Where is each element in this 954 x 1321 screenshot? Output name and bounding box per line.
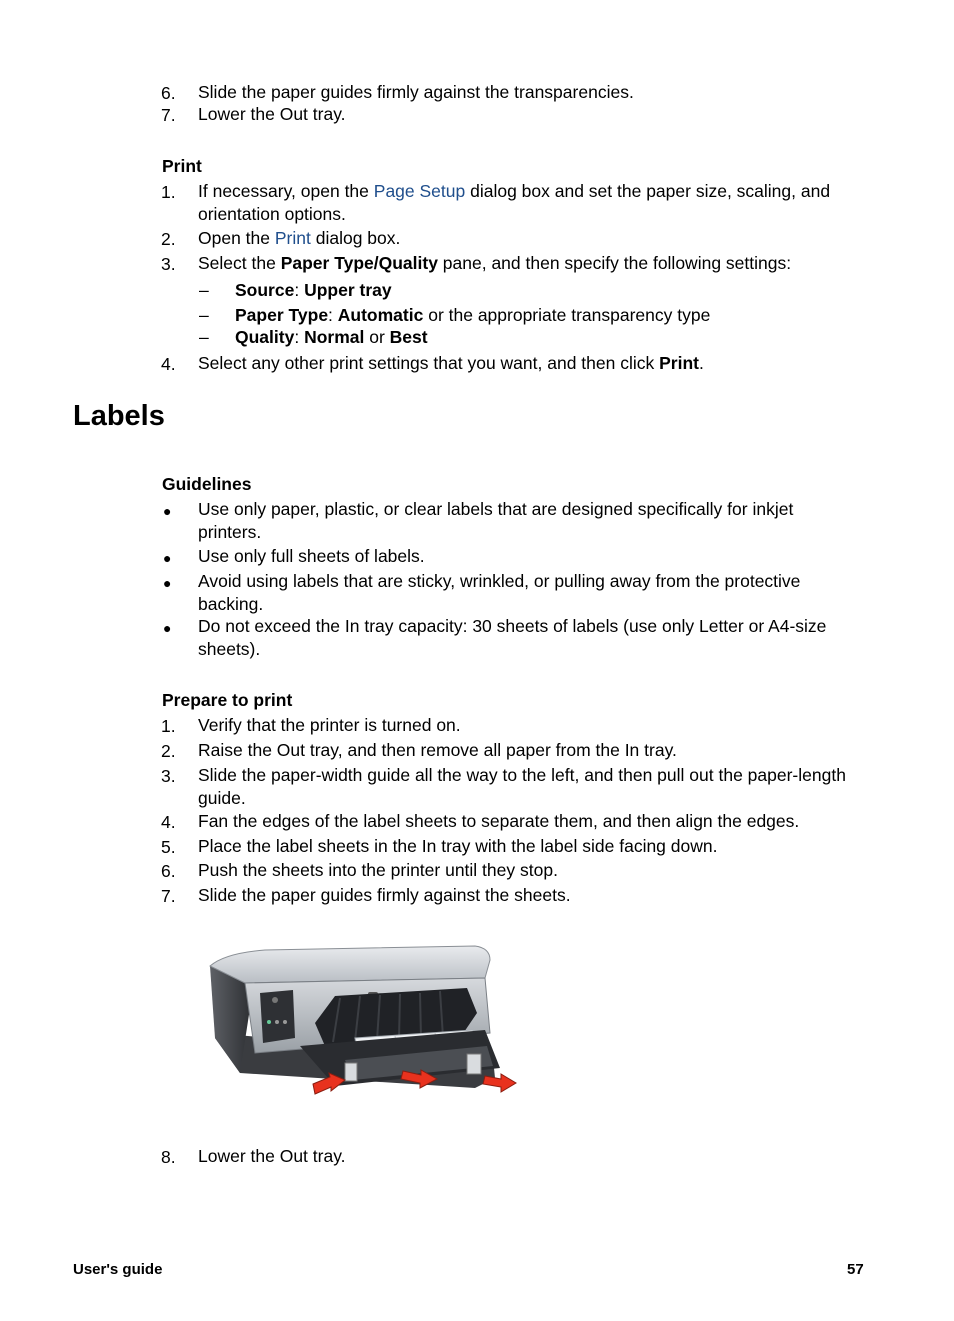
step-text: Slide the paper guides firmly against the sheets. — [198, 885, 571, 905]
step-text: Lower the Out tray. — [198, 104, 346, 124]
guideline-item: Avoid using labels that are sticky, wrinkled, or pulling away from the protective backing. — [198, 571, 801, 614]
step-number: 2. — [161, 741, 176, 761]
page-number: 57 — [847, 1261, 864, 1278]
step-number: 7. — [161, 105, 176, 125]
step-number: 4. — [161, 812, 176, 832]
labels-title: Labels — [73, 400, 165, 432]
step-text: Fan the edges of the label sheets to separate them, and then align the edges. — [198, 811, 800, 831]
dash-marker: – — [199, 327, 209, 347]
print-heading: Print — [162, 156, 202, 176]
dash-marker: – — [199, 280, 209, 300]
step-number: 1. — [161, 182, 176, 202]
step-number: 7. — [161, 886, 176, 906]
step-number: 1. — [161, 716, 176, 736]
step-text: Lower the Out tray. — [198, 1146, 346, 1166]
step-text: Push the sheets into the printer until they stop. — [198, 860, 558, 880]
setting-paper-type: Paper Type: Automatic or the appropriate transparency type — [235, 305, 711, 325]
step-text: Open the Print dialog box. — [198, 228, 401, 248]
guidelines-heading: Guidelines — [162, 474, 252, 494]
printer-illustration — [205, 938, 525, 1104]
page-setup-link[interactable]: Page Setup — [373, 181, 466, 201]
step-text: Slide the paper guides firmly against the transparencies. — [198, 82, 634, 102]
dash-marker: – — [199, 305, 209, 325]
bullet-marker: ● — [163, 575, 172, 591]
step-text: Place the label sheets in the In tray with the label side facing down. — [198, 836, 718, 856]
arrow-icon — [483, 1074, 516, 1092]
step-text: Select any other print settings that you want, and then click Print. — [198, 353, 704, 373]
guideline-item: Use only paper, plastic, or clear labels that are designed specifically for inkjet printers. — [198, 499, 794, 542]
step-number: 3. — [161, 766, 176, 786]
guideline-item: Do not exceed the In tray capacity: 30 sheets of labels (use only Letter or A4-size sheets). — [198, 616, 827, 659]
step-number: 3. — [161, 254, 176, 274]
setting-quality: Quality: Normal or Best — [235, 327, 428, 347]
step-text: Select the Paper Type/Quality pane, and then specify the following settings: — [198, 253, 792, 273]
step-text: Raise the Out tray, and then remove all paper from the In tray. — [198, 740, 677, 760]
step-number: 6. — [161, 861, 176, 881]
bullet-marker: ● — [163, 550, 172, 566]
step-text: If necessary, open the Page Setup dialog box and set the paper size, scaling, and orientation options. — [198, 181, 831, 224]
step-number: 8. — [161, 1147, 176, 1167]
bullet-marker: ● — [163, 620, 172, 636]
step-number: 2. — [161, 229, 176, 249]
step-number: 6. — [161, 83, 176, 103]
step-number: 4. — [161, 354, 176, 374]
print-link[interactable]: Print — [274, 228, 311, 248]
step-text: Verify that the printer is turned on. — [198, 715, 461, 735]
footer-guide-title: User's guide — [73, 1261, 163, 1278]
bullet-marker: ● — [163, 503, 172, 519]
prepare-heading: Prepare to print — [162, 690, 293, 710]
setting-source: Source: Upper tray — [235, 280, 392, 300]
step-number: 5. — [161, 837, 176, 857]
step-text: Slide the paper-width guide all the way to the left, and then pull out the paper-length guide. — [198, 765, 846, 808]
guideline-item: Use only full sheets of labels. — [198, 546, 425, 566]
